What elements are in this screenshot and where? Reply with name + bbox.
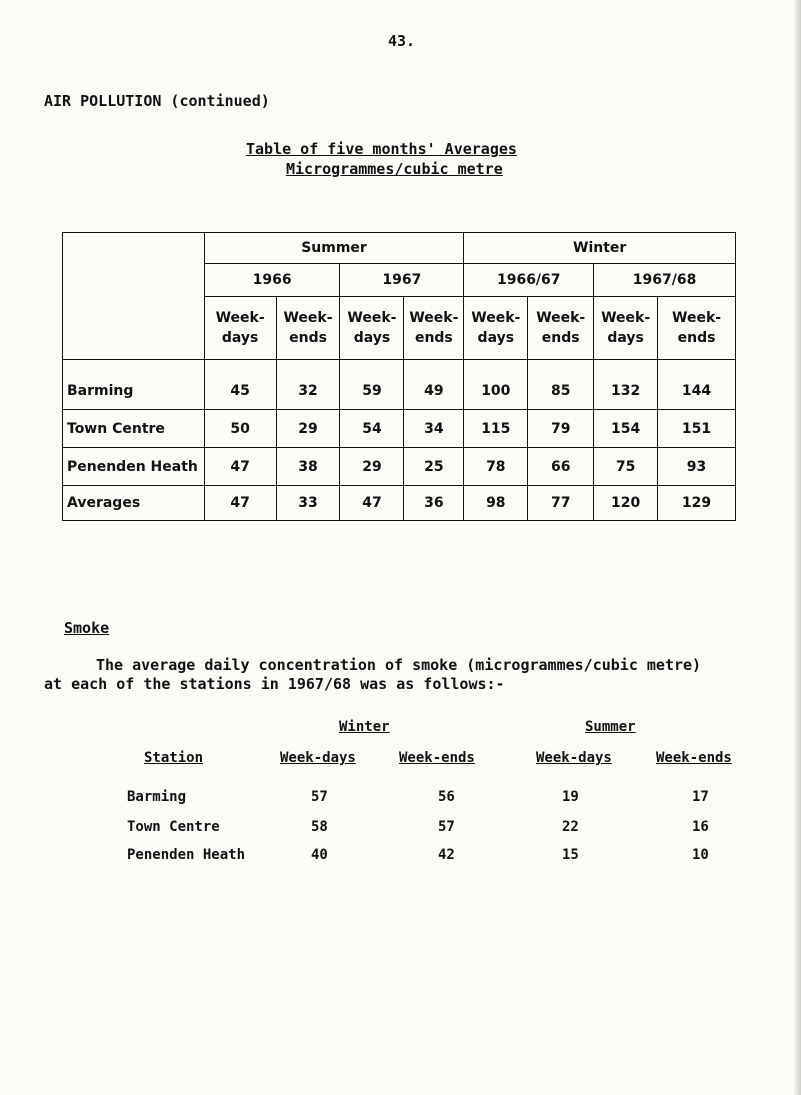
averages-row <box>63 486 736 521</box>
value-cell: 77 <box>528 486 594 521</box>
col-header-weekends: Week-ends <box>656 750 732 766</box>
period-header: 1967/68 <box>594 264 736 297</box>
station-label: Town Centre <box>127 819 220 835</box>
season-header: Winter <box>464 233 736 264</box>
station-label: Penenden Heath <box>127 847 246 863</box>
page-edge-shadow <box>793 0 801 1095</box>
value-cell: 38 <box>276 448 340 486</box>
value-cell: 47 <box>204 448 276 486</box>
value-cell: 33 <box>276 486 340 521</box>
value-cell: 22 <box>562 819 579 835</box>
station-cell: Penenden Heath <box>63 448 205 486</box>
value-cell: 66 <box>528 448 594 486</box>
value-cell: 144 <box>658 360 736 410</box>
value-cell: 57 <box>438 819 455 835</box>
value-cell: 32 <box>276 360 340 410</box>
period-header: 1967 <box>340 264 464 297</box>
table-row <box>63 360 736 410</box>
station-cell: Barming <box>63 360 205 410</box>
col-header-weekdays: Week-days <box>280 750 356 766</box>
value-cell: 40 <box>311 847 328 863</box>
smoke-paragraph-line: The average daily concentration of smoke (microgrammes/cubic metre) <box>96 656 702 674</box>
sub-header: Week- days <box>204 297 276 360</box>
value-cell: 45 <box>204 360 276 410</box>
col-header-weekends: Week-ends <box>399 750 475 766</box>
period-header-row <box>63 264 736 297</box>
table-units: Microgrammes/cubic metre <box>286 160 503 178</box>
value-cell: 25 <box>404 448 464 486</box>
value-cell: 57 <box>311 789 328 805</box>
value-cell: 56 <box>438 789 455 805</box>
period-header: 1966/67 <box>464 264 594 297</box>
value-cell: 16 <box>692 819 709 835</box>
table-row <box>63 410 736 448</box>
value-cell: 154 <box>594 410 658 448</box>
page-number: 43. <box>388 32 416 50</box>
value-cell: 29 <box>340 448 404 486</box>
station-cell: Averages <box>63 486 205 521</box>
value-cell: 10 <box>692 847 709 863</box>
sub-header: Week- days <box>594 297 658 360</box>
value-cell: 15 <box>562 847 579 863</box>
table-title: Table of five months' Averages <box>246 140 517 158</box>
value-cell: 115 <box>464 410 528 448</box>
value-cell: 132 <box>594 360 658 410</box>
col-header-weekdays: Week-days <box>536 750 612 766</box>
smoke-paragraph-line: at each of the stations in 1967/68 was as follows:- <box>44 675 505 693</box>
sub-header-row <box>63 297 736 360</box>
smoke-heading: Smoke <box>64 619 110 637</box>
value-cell: 78 <box>464 448 528 486</box>
averages-table <box>62 232 736 521</box>
value-cell: 17 <box>692 789 709 805</box>
value-cell: 85 <box>528 360 594 410</box>
table-row <box>63 448 736 486</box>
sub-header: Week- ends <box>276 297 340 360</box>
sub-header: Week- ends <box>528 297 594 360</box>
value-cell: 93 <box>658 448 736 486</box>
period-header: 1966 <box>204 264 340 297</box>
corner-cell <box>63 297 205 360</box>
col-header-station: Station <box>144 750 204 766</box>
sub-header: Week- ends <box>658 297 736 360</box>
value-cell: 47 <box>340 486 404 521</box>
value-cell: 58 <box>311 819 328 835</box>
value-cell: 34 <box>404 410 464 448</box>
value-cell: 36 <box>404 486 464 521</box>
sub-header: Week- days <box>340 297 404 360</box>
value-cell: 151 <box>658 410 736 448</box>
value-cell: 79 <box>528 410 594 448</box>
station-label: Barming <box>127 789 187 805</box>
value-cell: 75 <box>594 448 658 486</box>
corner-cell <box>63 233 205 264</box>
section-heading: AIR POLLUTION (continued) <box>44 92 270 110</box>
value-cell: 120 <box>594 486 658 521</box>
season-header-row <box>63 233 736 264</box>
group-header-winter: Winter <box>339 719 390 735</box>
value-cell: 42 <box>438 847 455 863</box>
sub-header: Week- days <box>464 297 528 360</box>
value-cell: 19 <box>562 789 579 805</box>
corner-cell <box>63 264 205 297</box>
sub-header: Week- ends <box>404 297 464 360</box>
value-cell: 54 <box>340 410 404 448</box>
value-cell: 47 <box>204 486 276 521</box>
value-cell: 29 <box>276 410 340 448</box>
value-cell: 59 <box>340 360 404 410</box>
value-cell: 49 <box>404 360 464 410</box>
value-cell: 50 <box>204 410 276 448</box>
value-cell: 98 <box>464 486 528 521</box>
value-cell: 100 <box>464 360 528 410</box>
season-header: Summer <box>204 233 464 264</box>
group-header-summer: Summer <box>585 719 636 735</box>
station-cell: Town Centre <box>63 410 205 448</box>
value-cell: 129 <box>658 486 736 521</box>
